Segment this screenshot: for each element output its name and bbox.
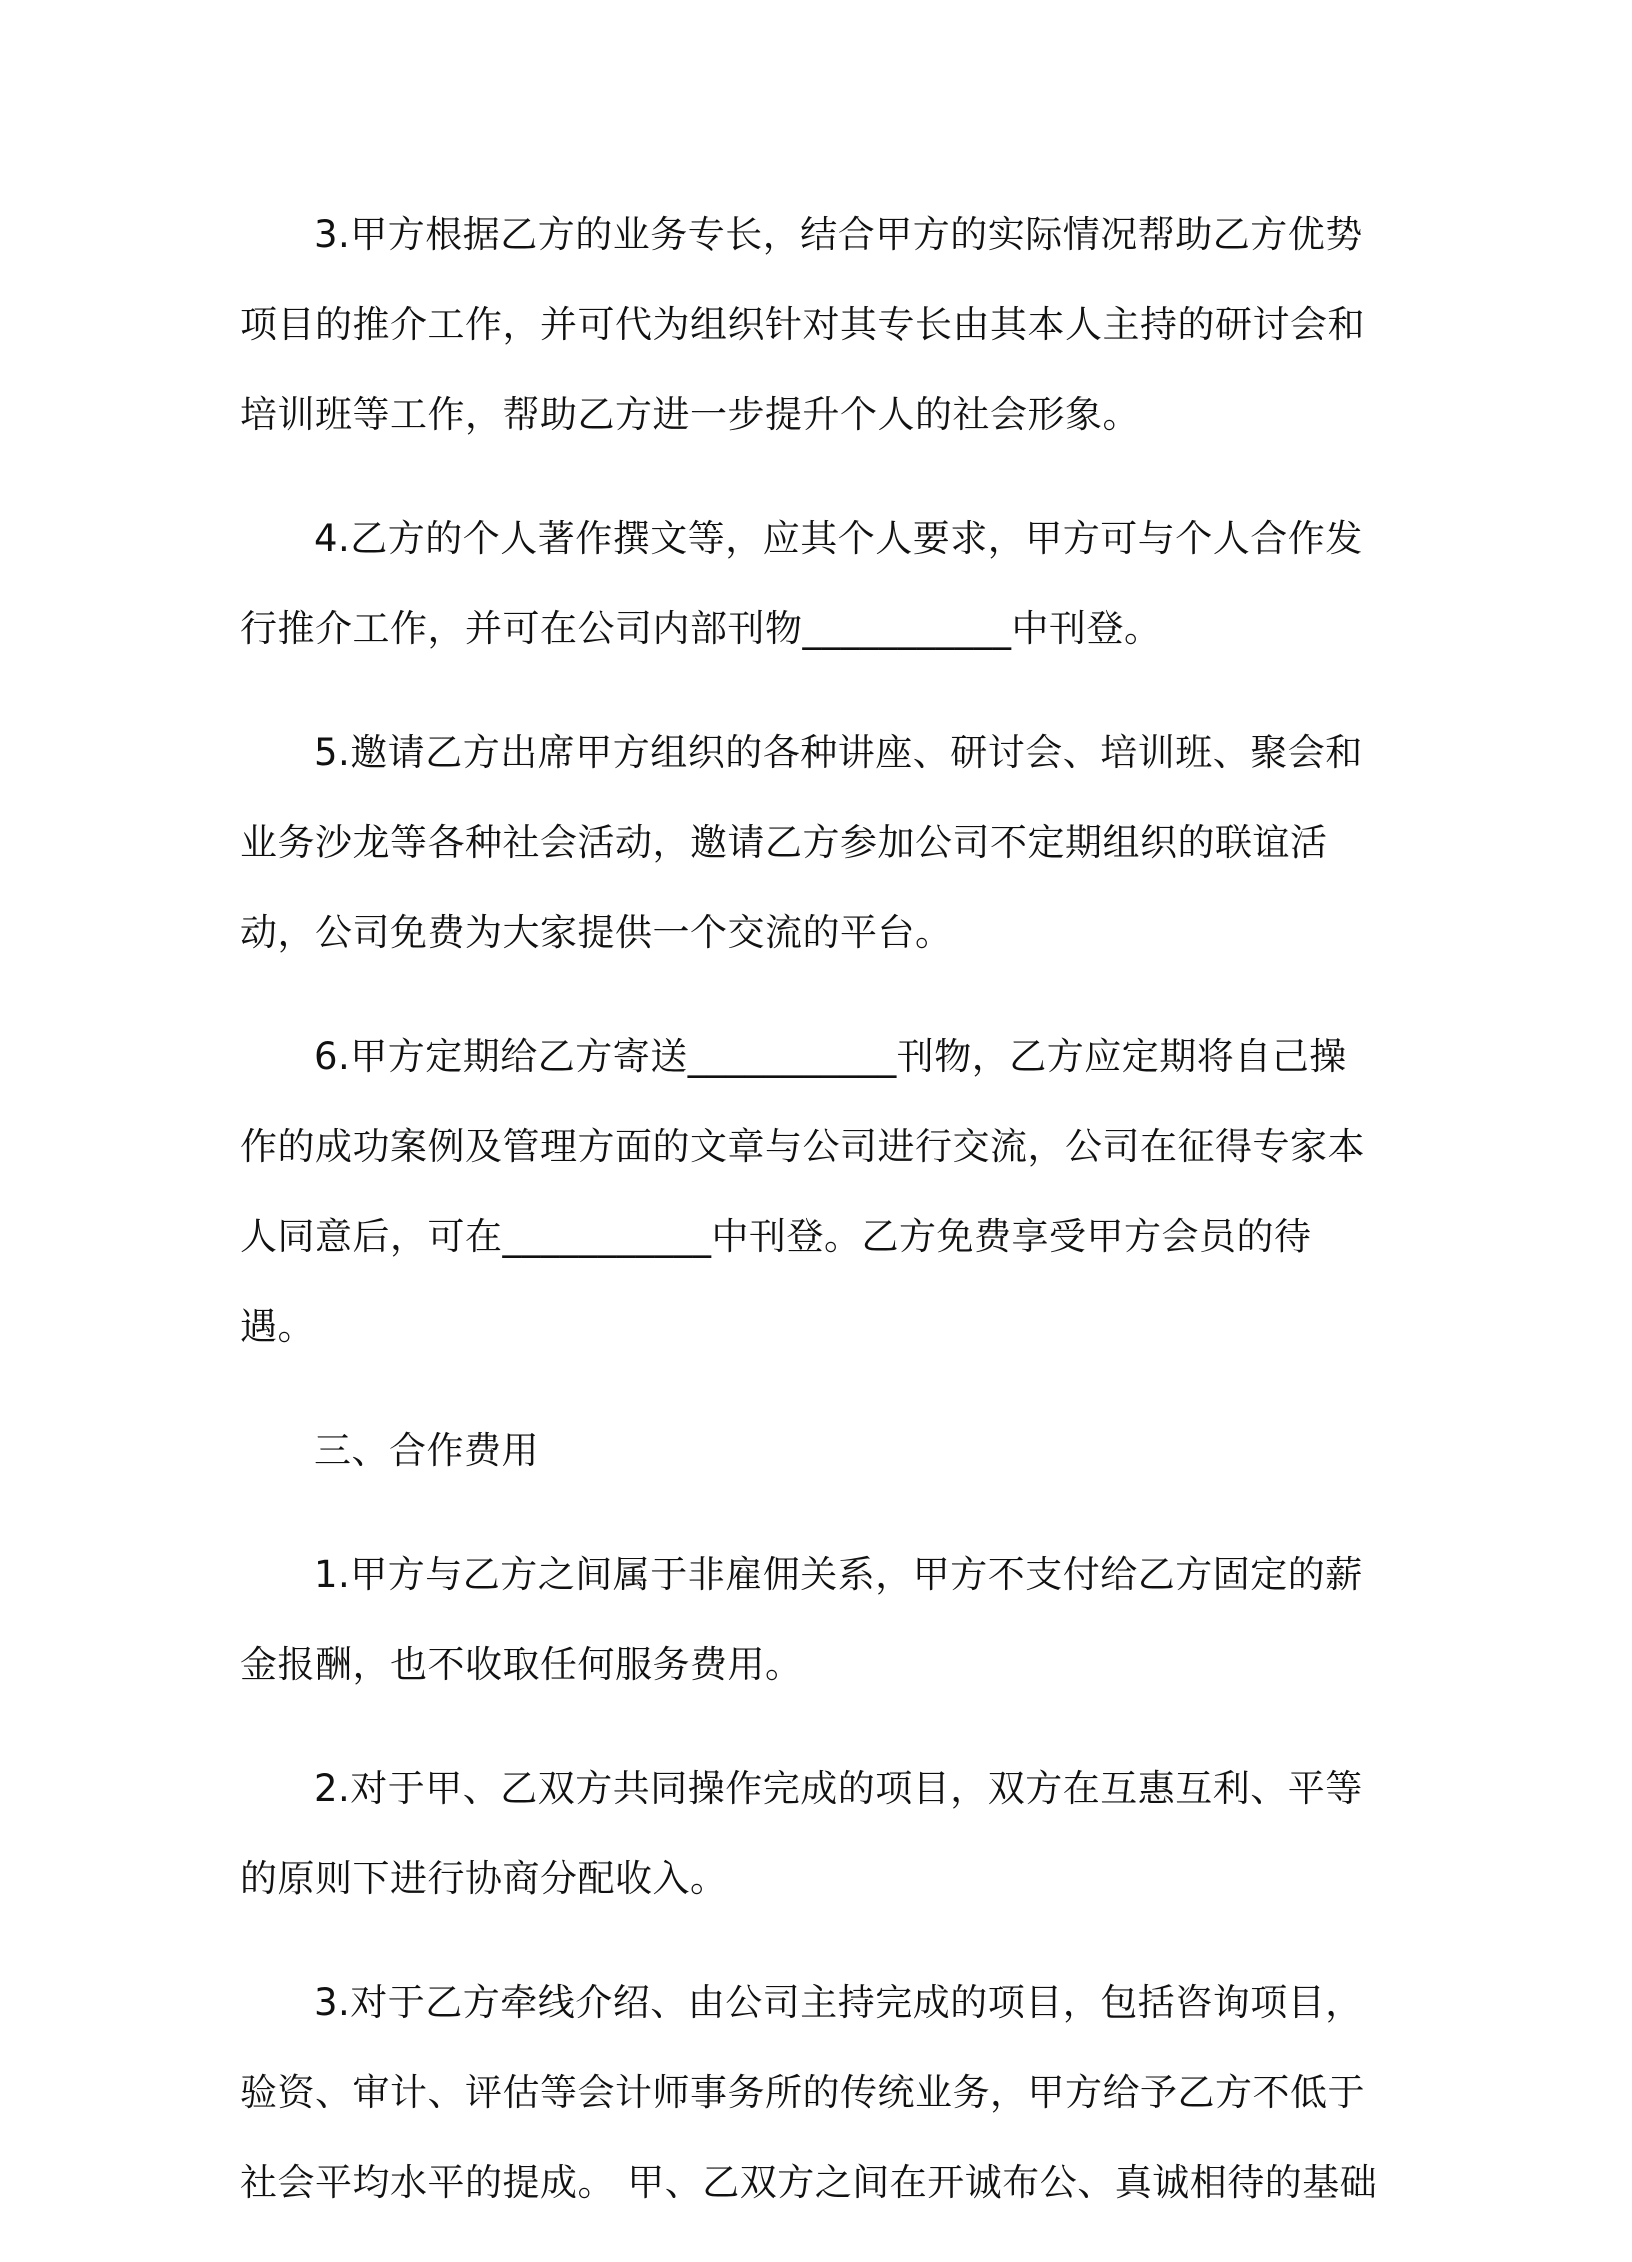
paragraph-item-3: 3.甲方根据乙方的业务专长，结合甲方的实际情况帮助乙方优势项目的推介工作，并可代为组织针对其专长由其本人主持的研讨会和培训班等工作，帮助乙方进一步提升个人的社会形象。 — [240, 213, 1365, 436]
paragraph-item-5: 5.邀请乙方出席甲方组织的各种讲座、研讨会、培训班、聚会和业务沙龙等各种社会活动，邀请乙方参加公司不定期组织的联谊活动，公司免费为大家提供一个交流的平台。 — [240, 731, 1363, 954]
fee-clause-2: 2.对于甲、乙双方共同操作完成的项目，双方在互惠互利、平等的原则下进行协商分配收入。 — [240, 1767, 1363, 1900]
paragraph-item-4: 4.乙方的个人著作撰文等，应其个人要求，甲方可与个人合作发行推介工作，并可在公司内部刊物___________中刊登。 — [240, 517, 1363, 650]
fee-clause-3: 3.对于乙方牵线介绍、由公司主持完成的项目，包括咨询项目，验资、审计、评估等会计师事务所的传统业务，甲方给予乙方不低于社会平均水平的提成。 甲、乙双方之间在开诚布公、真诚相待的基础 — [240, 1981, 1378, 2204]
paragraph-item-6: 6.甲方定期给乙方寄送___________刊物，乙方应定期将自己操作的成功案例及管理方面的文章与公司进行交流，公司在征得专家本人同意后，可在___________中刊登。乙方免费享受甲方会员的待遇。 — [240, 1035, 1365, 1348]
document-body — [240, 190, 1380, 2262]
fee-clause-1: 1.甲方与乙方之间属于非雇佣关系，甲方不支付给乙方固定的薪金报酬，也不收取任何服务费用。 — [240, 1553, 1363, 1686]
section-heading-cooperation-fees: 三、合作费用 — [314, 1429, 539, 1472]
